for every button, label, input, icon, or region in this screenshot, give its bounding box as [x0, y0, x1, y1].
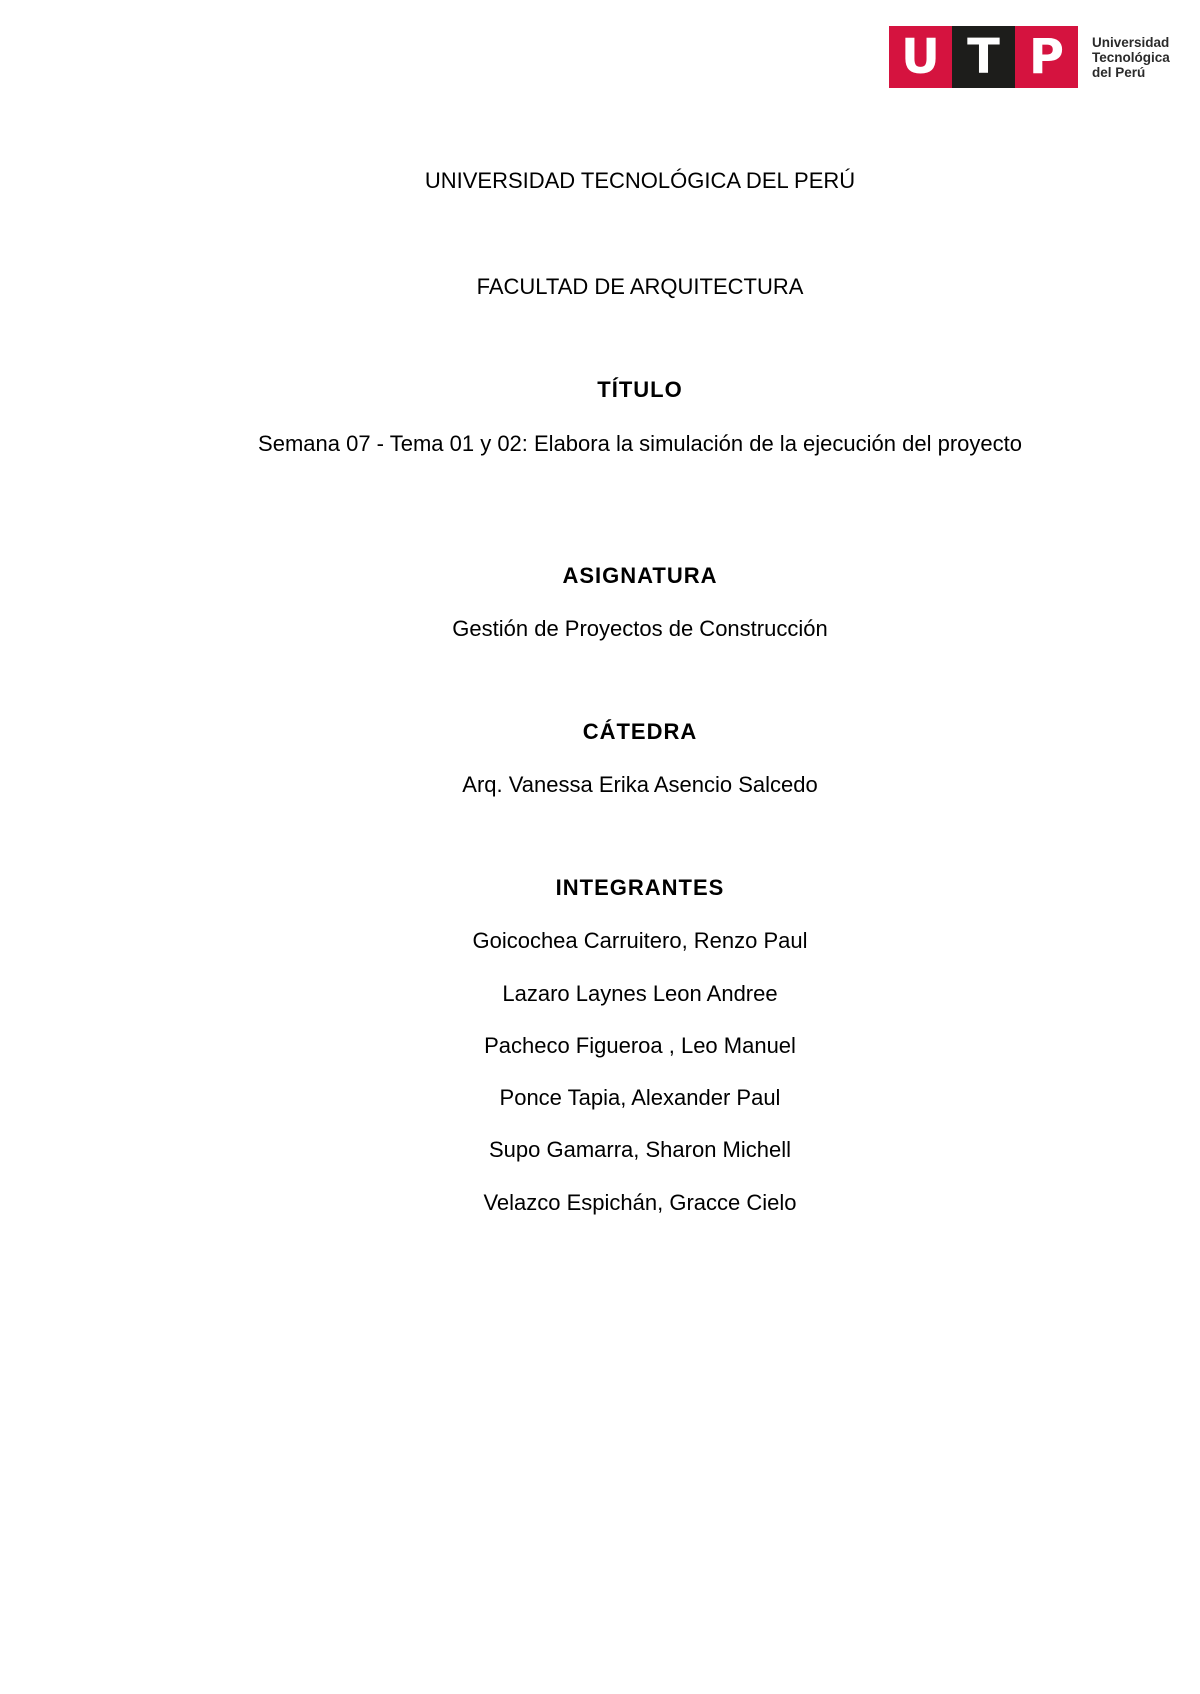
member-item: Velazco Espichán, Gracce Cielo	[483, 1190, 797, 1215]
member-item: Supo Gamarra, Sharon Michell	[488, 1137, 792, 1162]
logo-caption-line: del Perú	[1092, 64, 1146, 80]
title-label: TÍTULO	[597, 377, 683, 402]
university-name: UNIVERSIDAD TECNOLÓGICA DEL PERÚ	[424, 168, 856, 193]
title-text: Semana 07 - Tema 01 y 02: Elabora la simulación de la ejecución del proyecto	[258, 431, 1022, 456]
member-item: Goicochea Carruitero, Renzo Paul	[472, 928, 808, 953]
logo-caption-line: Tecnológica	[1092, 49, 1170, 65]
logo-letter-t: T	[952, 26, 1015, 88]
member-item: Lazaro Laynes Leon Andree	[502, 981, 778, 1006]
member-item: Ponce Tapia, Alexander Paul	[499, 1085, 781, 1110]
chair-name: Arq. Vanessa Erika Asencio Salcedo	[462, 772, 818, 797]
logo-letter-u: U	[889, 26, 952, 88]
logo-caption-line: Universidad	[1092, 34, 1170, 50]
faculty-name: FACULTAD DE ARQUITECTURA	[476, 274, 804, 299]
chair-label: CÁTEDRA	[582, 719, 698, 744]
logo-letter-p: P	[1015, 26, 1078, 88]
members-label: INTEGRANTES	[555, 875, 725, 900]
course-name: Gestión de Proyectos de Construcción	[452, 616, 828, 641]
member-item: Pacheco Figueroa , Leo Manuel	[484, 1033, 796, 1058]
course-label: ASIGNATURA	[562, 563, 718, 588]
